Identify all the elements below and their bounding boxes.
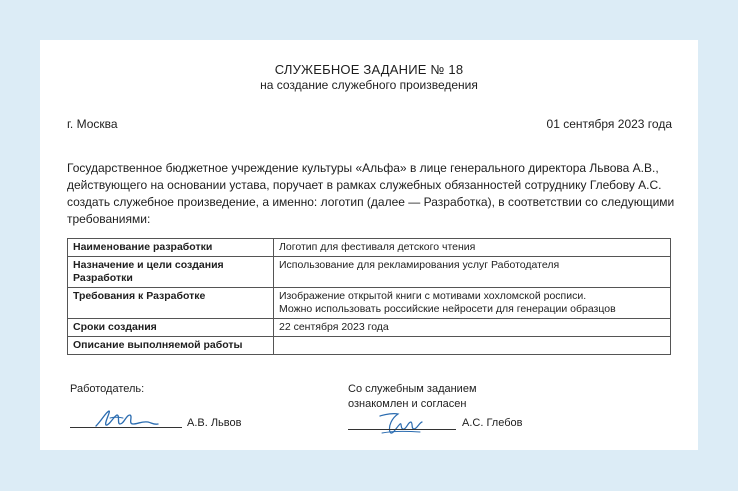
table-row [68, 288, 671, 319]
employee-signature-line [348, 429, 456, 430]
table-row [68, 337, 671, 355]
intro-line: требованиями: [67, 212, 151, 226]
requirement-value-line: 22 сентября 2023 года [279, 321, 389, 333]
employee-label-line2: ознакомлен и согласен [348, 398, 467, 410]
employer-signature-icon [90, 406, 160, 432]
document-date: 01 сентября 2023 года [546, 117, 672, 131]
requirements-table [67, 238, 671, 355]
table-row [68, 239, 671, 257]
document-title: СЛУЖЕБНОЕ ЗАДАНИЕ № 18 [274, 62, 464, 77]
requirement-value-line: Логотип для фестиваля детского чтения [279, 241, 476, 253]
requirement-key: Требования к Разработке [68, 288, 274, 319]
requirement-value [274, 257, 671, 288]
requirement-value [274, 288, 671, 319]
intro-line: действующего на основании устава, поручает в рамках служебных обязанностей сотруднику Глебову А.С. [67, 178, 662, 192]
requirement-value [274, 239, 671, 257]
requirement-value-line [279, 339, 665, 352]
document-subtitle: на создание служебного произведения [260, 78, 478, 92]
document-city: г. Москва [67, 117, 118, 131]
intro-line: создать служебное произведение, а именно: логотип (далее — Разработка), в соответствии со следующими [67, 195, 675, 209]
requirement-value-line: Изображение открытой книги с мотивами хохломской росписи. [279, 290, 587, 302]
requirement-value [274, 337, 671, 355]
employee-name: А.С. Глебов [462, 417, 523, 429]
table-row [68, 319, 671, 337]
employee-signature-icon [376, 410, 424, 438]
employer-signature-line [70, 427, 182, 428]
requirement-key: Назначение и цели создания Разработки [68, 257, 274, 288]
document-sheet [40, 40, 698, 450]
requirement-value [274, 319, 671, 337]
intro-paragraph [67, 160, 677, 228]
requirement-value-line: Использование для рекламирования услуг Работодателя [279, 259, 560, 271]
requirement-key: Наименование разработки [68, 239, 274, 257]
requirement-key: Описание выполняемой работы [68, 337, 274, 355]
intro-line: Государственное бюджетное учреждение культуры «Альфа» в лице генерального директора Львова А.В., [67, 161, 659, 175]
employer-label: Работодатель: [70, 383, 145, 395]
employer-name: А.В. Львов [187, 417, 242, 429]
employee-label-line1: Со служебным заданием [348, 383, 477, 395]
table-row [68, 257, 671, 288]
requirement-key: Сроки создания [68, 319, 274, 337]
requirement-value-line: Можно использовать российские нейросети для генерации образцов [279, 303, 616, 315]
